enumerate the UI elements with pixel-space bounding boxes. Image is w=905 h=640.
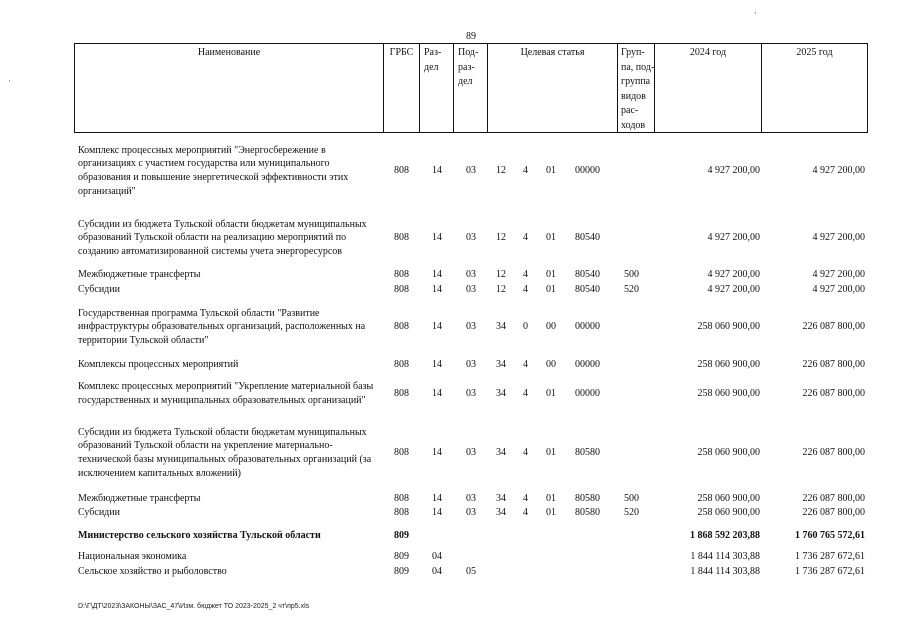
cell-razdel: 04: [432, 566, 442, 578]
cell-razdel: 14: [432, 232, 442, 244]
page-number: 89: [466, 31, 476, 42]
cell-y2024: 4 927 200,00: [707, 165, 760, 177]
header-razdel: Раз- дел: [419, 44, 453, 132]
cell-y2025: 226 087 800,00: [802, 388, 865, 400]
cell-c1: 34: [496, 359, 506, 371]
cell-c1: 34: [496, 493, 506, 505]
cell-c4: [575, 528, 611, 544]
header-target: Целевая статья: [487, 44, 617, 132]
cell-y2025: 1 736 287 672,61: [795, 566, 865, 578]
cell-c4: 00000: [575, 321, 600, 333]
table-row: [0, 306, 905, 348]
cell-c3: 01: [546, 232, 556, 244]
cell-c3: [546, 565, 564, 579]
cell-group: [624, 306, 646, 348]
cell-podrazdel: 03: [466, 507, 476, 519]
cell-c3: 01: [546, 507, 556, 519]
cell-razdel: 14: [432, 447, 442, 459]
cell-c4: 80580: [575, 507, 600, 519]
cell-grbs: 808: [394, 269, 409, 281]
cell-c2: 0: [523, 321, 528, 333]
cell-c1: 12: [496, 232, 506, 244]
cell-c3: 01: [546, 269, 556, 281]
cell-c4: 80540: [575, 269, 600, 281]
cell-group: [624, 528, 646, 544]
table-row: [0, 565, 905, 579]
cell-c1: 12: [496, 284, 506, 296]
cell-c1: 34: [496, 321, 506, 333]
cell-c3: 01: [546, 447, 556, 459]
cell-group: [624, 142, 646, 200]
cell-c2: 4: [523, 284, 528, 296]
cell-c2: 4: [523, 165, 528, 177]
cell-grbs: 808: [394, 165, 409, 177]
table-row: [0, 419, 905, 487]
cell-c2: 4: [523, 507, 528, 519]
cell-group: 520: [624, 507, 639, 519]
header-group: Груп- па, под- группа видов рас- ходов: [617, 44, 654, 132]
cell-y2024: 1 844 114 303,88: [690, 566, 760, 578]
cell-group: [624, 565, 646, 579]
cell-y2025: 4 927 200,00: [812, 165, 865, 177]
cell-group: [624, 358, 646, 372]
cell-y2025: 1 736 287 672,61: [795, 551, 865, 563]
cell-grbs: 808: [394, 321, 409, 333]
header-name: Наименование: [74, 44, 383, 132]
cell-c3: 01: [546, 165, 556, 177]
cell-razdel: [432, 528, 450, 544]
cell-podrazdel: 03: [466, 359, 476, 371]
cell-y2025: 1 760 765 572,61: [795, 530, 865, 542]
cell-c2: [523, 550, 533, 564]
table-row: [0, 358, 905, 372]
cell-c4: [575, 565, 611, 579]
table-row: [0, 550, 905, 564]
cell-c3: 00: [546, 359, 556, 371]
cell-y2024: 258 060 900,00: [697, 493, 760, 505]
cell-y2025: 226 087 800,00: [802, 507, 865, 519]
cell-name: Национальная экономика: [78, 551, 187, 563]
header-podrazdel: Под- раз- дел: [453, 44, 487, 132]
cell-c3: 01: [546, 493, 556, 505]
table-row: [0, 142, 905, 200]
cell-c4: 80580: [575, 447, 600, 459]
cell-c3: 01: [546, 284, 556, 296]
cell-y2024: 258 060 900,00: [697, 359, 760, 371]
cell-c4: 00000: [575, 165, 600, 177]
cell-c1: 34: [496, 388, 506, 400]
cell-grbs: 808: [394, 232, 409, 244]
header-2025: 2025 год: [761, 44, 868, 132]
cell-group: [624, 209, 646, 267]
cell-podrazdel: 03: [466, 269, 476, 281]
cell-podrazdel: 03: [466, 321, 476, 333]
cell-name: Субсидии: [78, 507, 120, 519]
cell-c4: 80580: [575, 493, 600, 505]
cell-podrazdel: 03: [466, 493, 476, 505]
cell-y2024: 1 868 592 203,88: [690, 530, 760, 542]
cell-c4: [575, 550, 611, 564]
cell-name: Сельское хозяйство и рыболовство: [78, 566, 227, 578]
table-row: [0, 373, 905, 415]
cell-name: Министерство сельского хозяйства Тульской области: [78, 530, 321, 542]
cell-name: Субсидии из бюджета Тульской области бюджетам муниципальных образований Тульской области на реализацию мероприятий по созданию автоматизированной системы учета энергоресурсов: [78, 218, 367, 257]
cell-razdel: 14: [432, 388, 442, 400]
cell-name: Субсидии: [78, 284, 120, 296]
table-row: [0, 492, 905, 506]
table-row: [0, 528, 905, 544]
cell-grbs: 808: [394, 447, 409, 459]
cell-c1: [496, 550, 510, 564]
cell-c1: 34: [496, 507, 506, 519]
cell-razdel: 14: [432, 269, 442, 281]
table-header: [74, 43, 868, 133]
cell-y2025: 226 087 800,00: [802, 321, 865, 333]
cell-c4: 00000: [575, 388, 600, 400]
table-row: [0, 506, 905, 520]
cell-y2024: 4 927 200,00: [707, 232, 760, 244]
cell-c2: 4: [523, 388, 528, 400]
cell-podrazdel: 03: [466, 232, 476, 244]
cell-name: Комплексы процессных мероприятий: [78, 359, 239, 371]
cell-name: Комплекс процессных мероприятий "Укрепление материальной базы государственных и муниципальных образовательных организаций": [78, 381, 374, 406]
cell-c3: 01: [546, 388, 556, 400]
cell-y2025: 4 927 200,00: [812, 269, 865, 281]
cell-group: 520: [624, 284, 639, 296]
cell-c1: 12: [496, 165, 506, 177]
cell-grbs: 809: [394, 530, 409, 542]
cell-razdel: 14: [432, 507, 442, 519]
cell-c2: 4: [523, 359, 528, 371]
table-row: [0, 268, 905, 282]
cell-name: Межбюджетные трансферты: [78, 493, 201, 505]
cell-c2: 4: [523, 493, 528, 505]
cell-grbs: 808: [394, 388, 409, 400]
cell-c3: 00: [546, 321, 556, 333]
cell-group: 500: [624, 269, 639, 281]
header-2024: 2024 год: [654, 44, 761, 132]
cell-razdel: 14: [432, 321, 442, 333]
cell-name: Комплекс процессных мероприятий "Энергосбережение в организациях с участием государства или муниципального образования и повышение энергетической эффективности этих организаций": [78, 144, 349, 197]
cell-group: [624, 419, 646, 487]
cell-razdel: 14: [432, 284, 442, 296]
cell-c2: [523, 528, 533, 544]
header-grbs: ГРБС: [383, 44, 419, 132]
cell-grbs: 808: [394, 359, 409, 371]
cell-c2: [523, 565, 533, 579]
cell-razdel: 14: [432, 493, 442, 505]
cell-grbs: 808: [394, 507, 409, 519]
cell-c4: 00000: [575, 359, 600, 371]
cell-name: Субсидии из бюджета Тульской области бюджетам муниципальных образований Тульской области на укрепление материально-технической базы муниципальных образовательных организаций (за исключением капитальных вложений): [78, 426, 372, 479]
table-row: [0, 209, 905, 267]
cell-y2024: 4 927 200,00: [707, 284, 760, 296]
cell-podrazdel: 03: [466, 284, 476, 296]
cell-c1: [496, 565, 510, 579]
cell-podrazdel: 03: [466, 388, 476, 400]
cell-podrazdel: [466, 528, 484, 544]
cell-podrazdel: [466, 550, 484, 564]
cell-name: Государственная программа Тульской области "Развитие инфраструктуры образовательных организаций, расположенных на территории Тульской области": [78, 307, 366, 346]
cell-c1: 12: [496, 269, 506, 281]
cell-c3: [546, 528, 564, 544]
cell-name: Межбюджетные трансферты: [78, 269, 201, 281]
cell-y2025: 226 087 800,00: [802, 359, 865, 371]
cell-grbs: 809: [394, 566, 409, 578]
cell-y2024: 258 060 900,00: [697, 321, 760, 333]
cell-c1: [496, 528, 510, 544]
scan-speck: ·: [8, 76, 11, 86]
cell-y2025: 226 087 800,00: [802, 447, 865, 459]
cell-y2024: 258 060 900,00: [697, 447, 760, 459]
cell-c4: 80540: [575, 232, 600, 244]
cell-podrazdel: 03: [466, 447, 476, 459]
cell-y2025: 226 087 800,00: [802, 493, 865, 505]
cell-c2: 4: [523, 232, 528, 244]
file-path-footer: D:\Г\ДТ\2023\ЗАКОНЫ\ЗАС_47\Изм. бюджет ТО 2023-2025_2 чт\пр5.xls: [78, 603, 310, 610]
cell-c2: 4: [523, 447, 528, 459]
cell-y2024: 4 927 200,00: [707, 269, 760, 281]
cell-razdel: 14: [432, 165, 442, 177]
cell-grbs: 809: [394, 551, 409, 563]
cell-y2025: 4 927 200,00: [812, 232, 865, 244]
table-row: [0, 283, 905, 297]
cell-c2: 4: [523, 269, 528, 281]
cell-podrazdel: 05: [466, 566, 476, 578]
cell-y2024: 258 060 900,00: [697, 507, 760, 519]
cell-podrazdel: 03: [466, 165, 476, 177]
cell-c1: 34: [496, 447, 506, 459]
scan-speck: ·: [754, 8, 757, 18]
cell-razdel: 14: [432, 359, 442, 371]
cell-y2024: 258 060 900,00: [697, 388, 760, 400]
cell-group: [624, 550, 646, 564]
cell-group: 500: [624, 493, 639, 505]
cell-y2024: 1 844 114 303,88: [690, 551, 760, 563]
cell-razdel: 04: [432, 551, 442, 563]
cell-grbs: 808: [394, 284, 409, 296]
cell-grbs: 808: [394, 493, 409, 505]
cell-c4: 80540: [575, 284, 600, 296]
cell-group: [624, 373, 646, 415]
cell-y2025: 4 927 200,00: [812, 284, 865, 296]
cell-c3: [546, 550, 564, 564]
